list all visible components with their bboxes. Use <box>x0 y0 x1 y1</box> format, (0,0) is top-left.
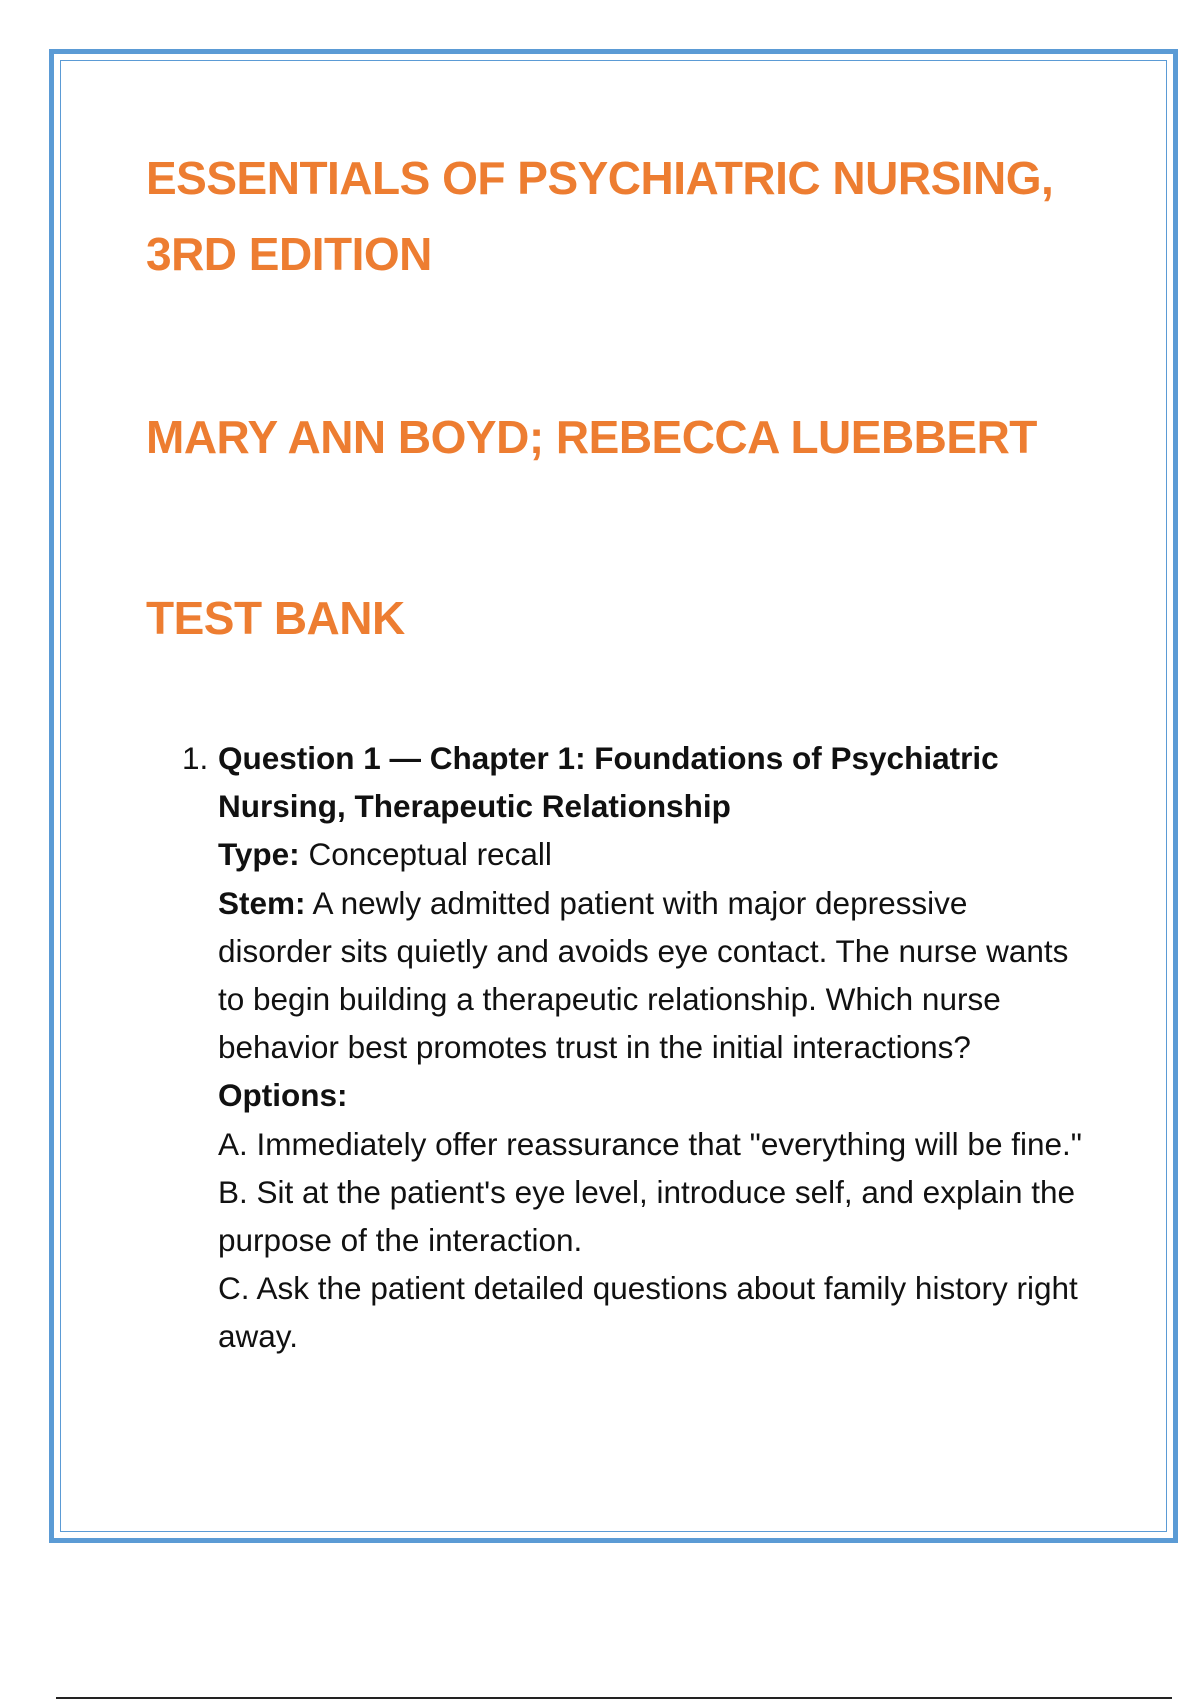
question-list <box>146 734 1086 1361</box>
option-a: A. Immediately offer reassurance that "everything will be fine." <box>218 1125 1082 1162</box>
question-heading: Question 1 — Chapter 1: Foundations of Psychiatric Nursing, Therapeutic Relationship <box>218 740 999 825</box>
stem-label: Stem: <box>218 884 306 921</box>
question-stem <box>218 879 1086 1072</box>
type-value: Conceptual recall <box>308 836 552 873</box>
type-label: Type: <box>218 836 300 873</box>
option-b: B. Sit at the patient's eye level, introduce self, and explain the purpose of the interaction. <box>218 1173 1076 1259</box>
document-authors: MARY ANN BOYD; REBECCA LUEBBERT <box>146 411 1037 463</box>
stem-text: A newly admitted patient with major depressive disorder sits quietly and avoids eye contact. The nurse wants to begin building a therapeutic relationship. Which nurse behavior best promotes trust in the initial interactions? <box>218 884 1069 1066</box>
option-c: C. Ask the patient detailed questions about family history right away. <box>218 1270 1078 1355</box>
document-subtitle: TEST BANK <box>146 592 405 644</box>
document-title: ESSENTIALS OF PSYCHIATRIC NURSING, 3RD EDITION <box>146 152 1054 280</box>
bottom-rule <box>56 1697 1172 1699</box>
options-label: Options: <box>218 1077 348 1114</box>
question-number: 1. <box>182 740 209 776</box>
document-content <box>146 140 1086 1361</box>
question-type <box>218 830 1086 878</box>
question-item <box>146 734 1086 1361</box>
